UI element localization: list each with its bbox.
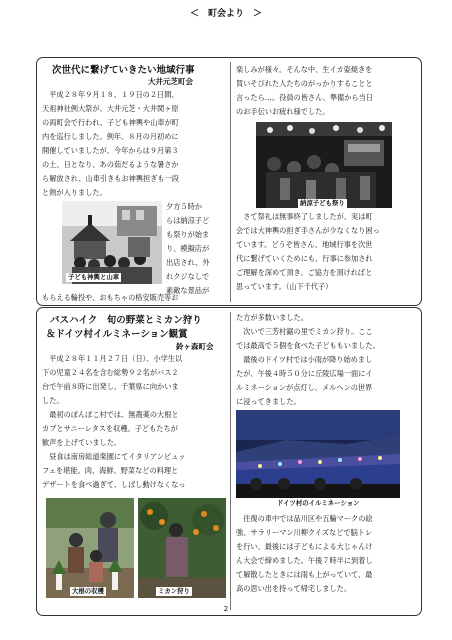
photo-illumination-image xyxy=(236,410,400,498)
section-header: ＜ 町会より ＞ xyxy=(189,9,262,19)
photo-night-festival xyxy=(256,122,392,208)
article-author: 鈴ヶ森町会 xyxy=(176,342,214,351)
article-author: 大井元芝町会 xyxy=(148,77,193,86)
article-text-right-top: 楽しみが様々。そんな中、生イカ姿焼きを 買いそびれた人たちのがっかりすることと 言ったら…。役員の皆さん、準備から当日 のお手伝いお疲れ様でした。 xyxy=(236,65,373,116)
column-divider xyxy=(230,312,231,610)
photo-caption: 納涼子ども祭り xyxy=(300,199,345,207)
photo-caption: 子ども神輿と山車 xyxy=(68,273,120,281)
article-text-right-bottom: さて祭礼は無事終了しましたが、実は町 会では大神輿の担ぎ手さんが少なくなり困っ ています。どうぞ皆さん、地域行事を次世 代に繋げていくためにも、行事に参加され ご理解を深めて頂き、ご協力を頂ければと 思っています。（山下千代子） xyxy=(236,212,380,291)
article-text-bottom: もらえる輪投や、おもちゃの格安販売等お xyxy=(42,293,179,302)
article-title: バスハイク 旬の野菜とミカン狩り xyxy=(50,315,202,326)
article-text-right-bottom: 往復の車中では品川区や五輪マークの絵 強、サラリーマン川柳クイズなどで脳トレ を行い、最後には子どもによる大じゃんけ ん大会で締めました。午後７時半に到着し て解散したときには雨も上がっていて、最 高の思い出を持って帰宅しました。 xyxy=(236,514,373,593)
photo-caption: 大根の収穫 xyxy=(72,587,104,595)
photo-caption: ミカン狩り xyxy=(158,587,190,595)
photo-mikan-picking xyxy=(138,498,226,598)
article-text-right-top: た方が多数いました。 次いで三芳村鋸の里でミカン狩り。ここ では最高で５個を食べた子どももいました。 最後のドイツ村では小雨が降り始めまし たが、午後４時５０分に丘陵広場一面にイ ルミネーションが点灯し、メルヘンの世界 に浸ってきました。 xyxy=(236,313,380,406)
photo-kids-mikoshi-image xyxy=(62,201,162,284)
page-number: 2 xyxy=(223,605,229,613)
photo-mikan-picking-image xyxy=(138,498,226,598)
article-title: ＆ドイツ村イルミネーション観賞 xyxy=(46,329,188,340)
photo-kids-mikoshi xyxy=(62,201,162,284)
photo-radish-harvest-image xyxy=(46,498,134,598)
article-text-wrap: 夕方５時か らは納涼子ど も祭りが始ま り、模擬店が 出店され、外 れクジなしで 素敵な景品が xyxy=(166,202,210,295)
article-text-left: 平成２８年９月１８、１９日の２日間、 天祖神社例大祭が、大井元芝・大井関ヶ原 の両町会で行われ、子ども神輿や山車が町 内を巡行しました。例年、８月の月初めに 開催していましたが、今年からは９月第３ の土、日となり、あの茹だるような暑さか ら解放され、山車引きもお神輿担ぎも一段 と熱が入りました。 xyxy=(42,90,179,197)
column-divider xyxy=(230,62,231,302)
photo-night-festival-image xyxy=(256,122,392,208)
article-title: 次世代に繋げていきたい地域行事 xyxy=(52,65,195,76)
photo-radish-harvest xyxy=(46,498,134,598)
photo-caption: ドイツ村のイルミネーション xyxy=(277,499,360,507)
photo-illumination xyxy=(236,410,400,498)
article-text-left: 平成２８年１１月２７日（日）、小学生以 下の児童２４名を含む総勢９２名がバス２ 台で午前８時に出発し、千葉県に向かいま した。 最初のぽんぽこ村では、無農薬の大根と カブとサニーレタスを収穫。子どもたちが 歓声を上げていました。 昼食は南房総道楽園にてイタリアンビュッ フェを堪能。肉、海鮮、野菜などの料理と デザートを食べ過ぎて、しばし動けなくなっ xyxy=(42,354,186,489)
